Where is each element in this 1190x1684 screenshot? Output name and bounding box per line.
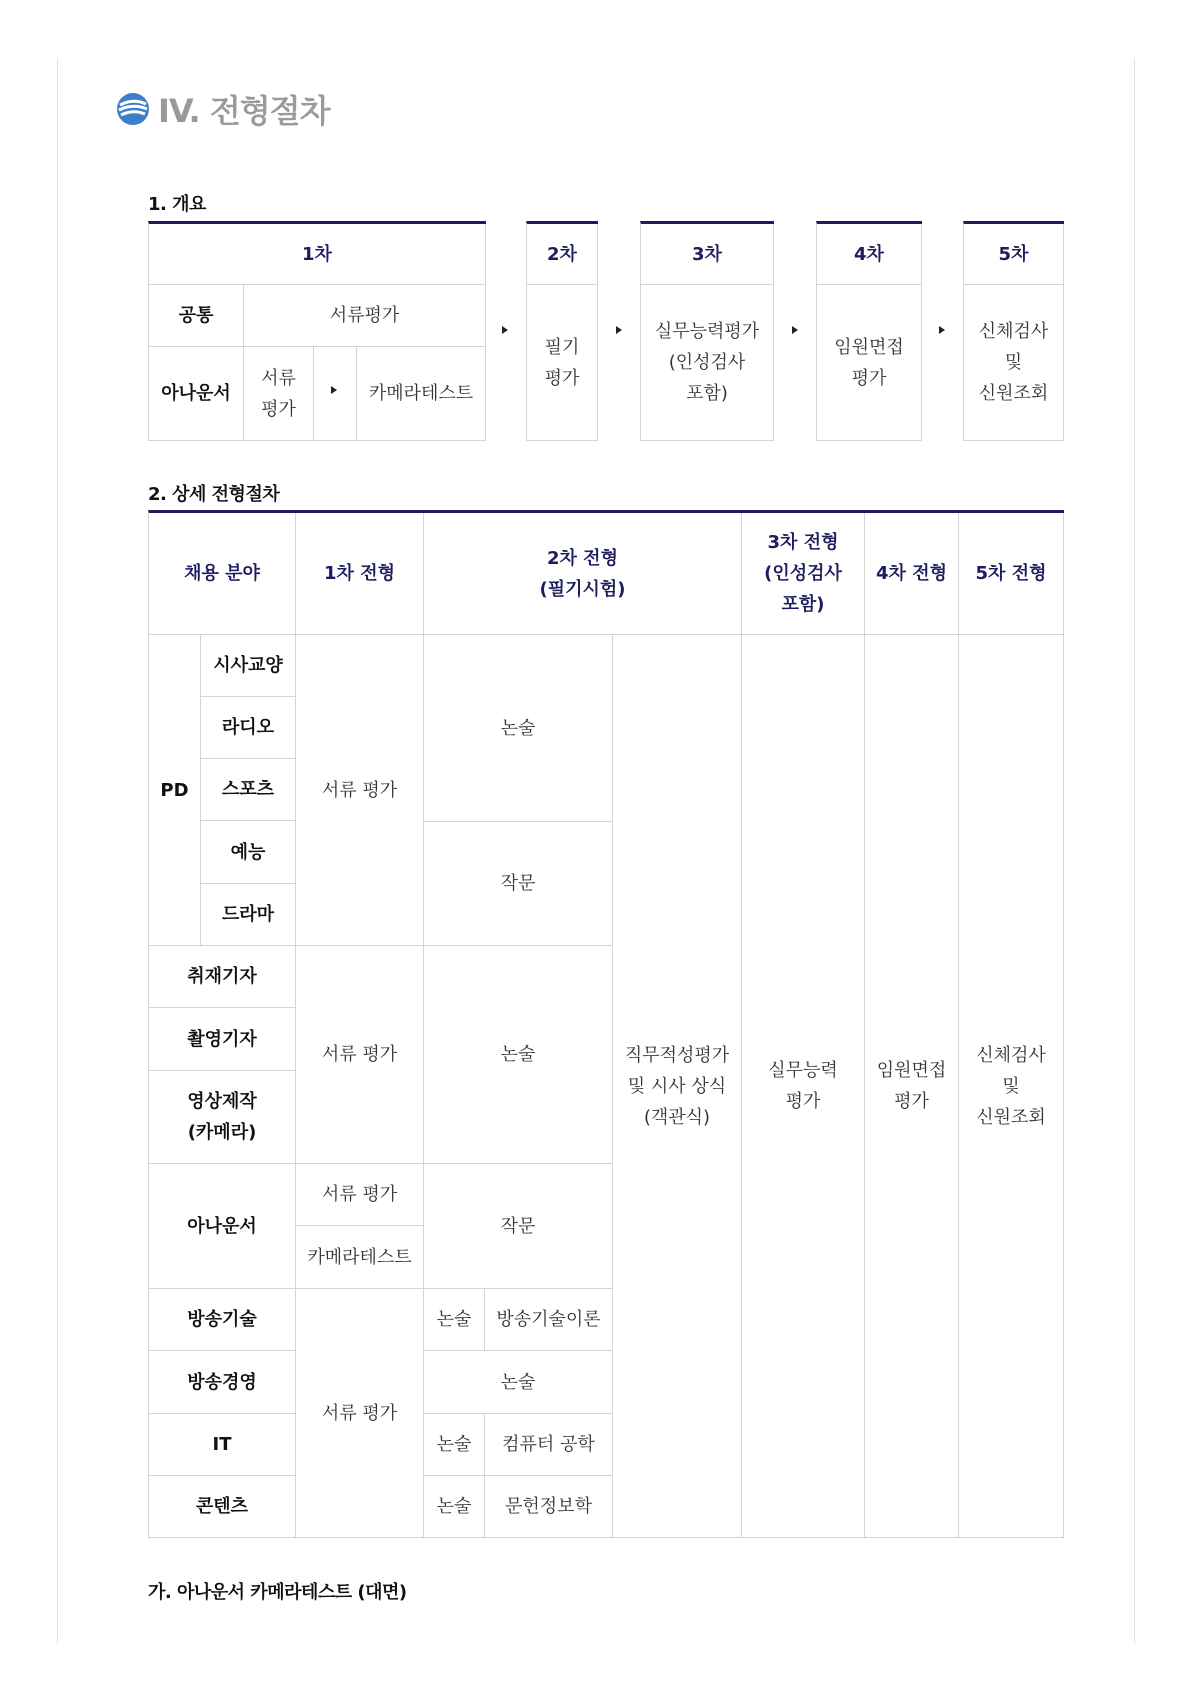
detail-header-third: 3차 전형 (인성검사 포함) [742, 513, 865, 635]
arrow-right-icon [939, 326, 945, 334]
overview-practical: 실무능력평가 (인성검사 포함) [641, 285, 774, 441]
overview-announcer-label: 아나운서 [149, 347, 244, 441]
arrow-right-icon [616, 326, 622, 334]
detail-aptitude: 직무적성평가 및 시사 상식 (객관식) [613, 635, 742, 1538]
detail-tech-essay: 논술 [424, 1289, 485, 1351]
overview-stage1-header: 1차 [149, 224, 486, 285]
overview-written: 필기 평가 [527, 285, 598, 441]
detail-pd-field: 라디오 [201, 697, 296, 759]
overview-stage2-box [526, 221, 598, 441]
detail-header-fifth: 5차 전형 [959, 513, 1064, 635]
detail-management-essay: 논술 [424, 1351, 613, 1414]
detail-pd-essay: 논술 [424, 635, 613, 822]
detail-management-label: 방송경영 [149, 1351, 296, 1414]
detail-pd-field: 예능 [201, 821, 296, 884]
overview-medical: 신체검사 및 신원조회 [964, 285, 1064, 441]
arrow-right-icon [331, 386, 337, 394]
detail-header-first: 1차 전형 [296, 513, 424, 635]
section-overview-heading: 1. 개요 [148, 194, 206, 215]
overview-interview: 임원면접 평가 [817, 285, 922, 441]
overview-stage2-header: 2차 [527, 224, 598, 285]
detail-pd-composition: 작문 [424, 822, 613, 946]
detail-tech-label: 방송기술 [149, 1289, 296, 1351]
detail-announcer-doc: 서류 평가 [296, 1164, 424, 1226]
detail-interview: 임원면접 평가 [865, 635, 959, 1538]
overview-announcer-arrow-cell [314, 347, 357, 441]
overview-stage1-box [148, 221, 486, 441]
detail-contents-essay: 논술 [424, 1476, 485, 1538]
logo-icon [116, 92, 150, 126]
page-title [116, 86, 330, 132]
overview-stage4-box [816, 221, 922, 441]
detail-it-essay: 논술 [424, 1414, 485, 1476]
detail-reporter-field: 영상제작 (카메라) [149, 1071, 296, 1164]
overview-stage5-box [963, 221, 1064, 441]
detail-reporter-doc: 서류 평가 [296, 946, 424, 1164]
detail-reporter-essay: 논술 [424, 946, 613, 1164]
page-title-text: IV. 전형절차 [158, 92, 330, 130]
detail-table [148, 510, 1064, 1538]
detail-medical: 신체검사 및 신원조회 [959, 635, 1064, 1538]
overview-common-doc: 서류평가 [244, 285, 486, 347]
detail-contents-library: 문헌정보학 [485, 1476, 613, 1538]
arrow-right-icon [502, 326, 508, 334]
right-margin-line [1134, 58, 1135, 1644]
detail-announcer-composition: 작문 [424, 1164, 613, 1289]
overview-stage5-header: 5차 [964, 224, 1064, 285]
overview-common-label: 공통 [149, 285, 244, 347]
detail-reporter-field: 촬영기자 [149, 1008, 296, 1071]
detail-announcer-camera: 카메라테스트 [296, 1226, 424, 1289]
detail-tech-doc: 서류 평가 [296, 1289, 424, 1538]
detail-contents-label: 콘텐츠 [149, 1476, 296, 1538]
detail-header-field: 채용 분야 [149, 513, 296, 635]
detail-reporter-field: 취재기자 [149, 946, 296, 1008]
detail-header-second: 2차 전형 (필기시험) [424, 513, 742, 635]
overview-announcer-camera: 카메라테스트 [357, 347, 486, 441]
detail-header-fourth: 4차 전형 [865, 513, 959, 635]
detail-practical: 실무능력 평가 [742, 635, 865, 1538]
detail-pd-field: 드라마 [201, 884, 296, 946]
section-announcer-heading: 가. 아나운서 카메라테스트 (대면) [148, 1582, 407, 1603]
detail-pd-doc: 서류 평가 [296, 635, 424, 946]
overview-stage4-header: 4차 [817, 224, 922, 285]
detail-it-label: IT [149, 1414, 296, 1476]
detail-announcer-label: 아나운서 [149, 1164, 296, 1289]
detail-tech-theory: 방송기술이론 [485, 1289, 613, 1351]
detail-it-cs: 컴퓨터 공학 [485, 1414, 613, 1476]
overview-stage3-header: 3차 [641, 224, 774, 285]
section-detail-heading: 2. 상세 전형절차 [148, 484, 280, 505]
overview-announcer-doc: 서류 평가 [244, 347, 314, 441]
arrow-right-icon [792, 326, 798, 334]
left-margin-line [57, 58, 58, 1644]
overview-stage3-box [640, 221, 774, 441]
detail-pd-field: 스포츠 [201, 759, 296, 821]
detail-pd-field: 시사교양 [201, 635, 296, 697]
detail-pd-label: PD [149, 635, 201, 946]
